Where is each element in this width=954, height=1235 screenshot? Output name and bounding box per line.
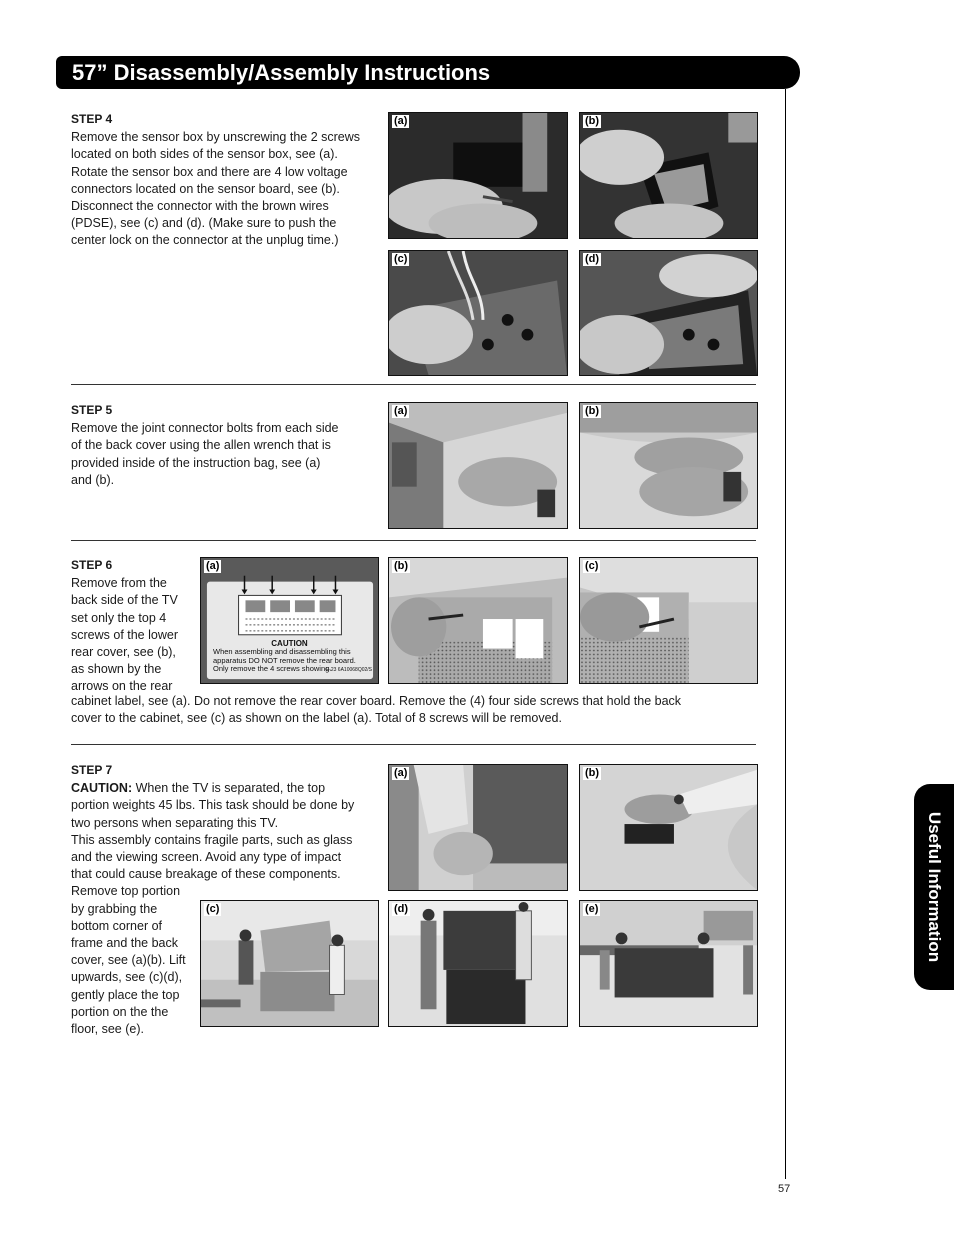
step6-photo-b bbox=[388, 557, 568, 684]
step7-line-text: When the TV is separated, the top bbox=[132, 781, 326, 796]
page-title: 57” Disassembly/Assembly Instructions bbox=[72, 60, 491, 85]
photo-label: (a) bbox=[394, 767, 408, 779]
step4-photo-b bbox=[579, 112, 758, 239]
step7-line: Remove top portion bbox=[71, 884, 181, 899]
step4-photo-d bbox=[579, 250, 758, 376]
caution-label-line: apparatus DO NOT remove the rear board. bbox=[213, 655, 356, 665]
step7-line: This assembly contains fragile parts, such as glass bbox=[71, 832, 353, 847]
step6-text-wide bbox=[71, 693, 771, 727]
step7-photo-d bbox=[388, 900, 568, 1027]
section-divider bbox=[71, 744, 756, 745]
photo-label: (c) bbox=[394, 253, 408, 265]
step7-photo-a bbox=[388, 764, 568, 891]
photo-label: (c) bbox=[206, 903, 220, 915]
step5-line: and (b). bbox=[71, 472, 115, 487]
step5-line: of the back cover using the allen wrench that is bbox=[71, 438, 331, 453]
photo-label: (d) bbox=[394, 903, 409, 915]
step7-photo-c bbox=[200, 900, 379, 1027]
photo-image bbox=[580, 403, 757, 528]
step4-line: (PDSE), see (c) and (d). (Make sure to push the bbox=[71, 216, 337, 231]
photo-image bbox=[389, 251, 567, 375]
step7-line bbox=[71, 780, 386, 797]
step6-wide-line: cabinet label, see (a). Do not remove the rear cover board. Remove the (4) four side screws that hold the back bbox=[71, 694, 682, 708]
step6-line: rear cover, see (b), bbox=[71, 645, 176, 660]
step7-line: cover, see (a)(b). Lift bbox=[71, 953, 186, 968]
step6-line: as shown by the bbox=[71, 662, 162, 677]
photo-label: (a) bbox=[394, 115, 408, 127]
step5-line: provided inside of the instruction bag, see (a) bbox=[71, 455, 321, 470]
step6-text bbox=[71, 557, 201, 696]
step7-line: and the viewing screen. Avoid any type of impact bbox=[71, 850, 342, 865]
step4-line: Disconnect the connector with the brown wires bbox=[71, 199, 329, 214]
step6-heading: STEP 6 bbox=[71, 558, 113, 572]
photo-image bbox=[580, 113, 757, 238]
photo-image bbox=[580, 765, 757, 890]
caution-label-line: Only remove the 4 screws showing. bbox=[213, 664, 332, 673]
step6-line: set only the top 4 bbox=[71, 610, 167, 625]
caution-label-code: E-23 6A10068Q02/S bbox=[325, 667, 372, 673]
step4-heading: STEP 4 bbox=[71, 112, 113, 126]
step4-photo-c bbox=[388, 250, 568, 376]
step6-line: Remove from the bbox=[71, 576, 167, 591]
step7-line: floor, see (e). bbox=[71, 1022, 144, 1037]
photo-image bbox=[580, 558, 757, 683]
step7-heading: STEP 7 bbox=[71, 763, 113, 777]
photo-label: (b) bbox=[585, 767, 600, 779]
photo-image bbox=[389, 558, 567, 683]
photo-image bbox=[580, 251, 757, 375]
step7-line: upwards, see (c)(d), bbox=[71, 970, 183, 985]
step7-line: two persons when separating this TV. bbox=[71, 815, 279, 830]
photo-image bbox=[201, 901, 378, 1026]
photo-image bbox=[389, 403, 567, 528]
section-divider bbox=[71, 540, 756, 541]
step4-line: located on both sides of the sensor box, see (a). bbox=[71, 147, 338, 162]
step6-wide-line: cover to the cabinet, see (c) as shown on the label (a). Total of 8 screws will be removed. bbox=[71, 711, 562, 726]
right-divider-line bbox=[785, 89, 786, 1179]
step4-line: connectors located on the sensor board, see (b). bbox=[71, 181, 340, 196]
step6-line: arrows on the rear bbox=[71, 679, 173, 694]
photo-image bbox=[389, 113, 567, 238]
photo-label: (e) bbox=[585, 903, 599, 915]
side-tab-label: Useful Information bbox=[925, 811, 944, 963]
side-tab bbox=[914, 784, 954, 990]
step4-line: Rotate the sensor box and there are 4 low voltage bbox=[71, 164, 348, 179]
step6-line: back side of the TV bbox=[71, 593, 178, 608]
step6-photo-a bbox=[200, 557, 379, 684]
section-divider bbox=[71, 384, 756, 385]
step7-photo-e bbox=[579, 900, 758, 1027]
step4-photo-a bbox=[388, 112, 568, 239]
photo-label: (b) bbox=[585, 405, 600, 417]
photo-label: (b) bbox=[394, 560, 409, 572]
step4-line: center lock on the connector at the unplug time.) bbox=[71, 233, 339, 248]
photo-label: (d) bbox=[585, 253, 600, 265]
step4-line: Remove the sensor box by unscrewing the 2 screws bbox=[71, 130, 361, 145]
photo-label: (a) bbox=[206, 560, 220, 572]
photo-label: (b) bbox=[585, 115, 600, 127]
step5-photo-a bbox=[388, 402, 568, 529]
photo-image bbox=[389, 901, 567, 1026]
page-number: 57 bbox=[778, 1183, 791, 1195]
step7-photo-b bbox=[579, 764, 758, 891]
caution-label-heading: CAUTION bbox=[271, 639, 308, 648]
title-banner bbox=[56, 56, 800, 89]
caution-label: CAUTION: bbox=[71, 781, 133, 796]
step7-line: frame and the back bbox=[71, 936, 179, 951]
step6-photo-c bbox=[579, 557, 758, 684]
photo-image bbox=[389, 765, 567, 890]
photo-label: (c) bbox=[585, 560, 599, 572]
step5-heading: STEP 5 bbox=[71, 403, 113, 417]
step7-line: by grabbing the bbox=[71, 901, 158, 916]
photo-image bbox=[580, 901, 757, 1026]
step7-line: gently place the top bbox=[71, 987, 180, 1002]
step7-line: that could cause breakage of these components. bbox=[71, 867, 341, 882]
caution-label-line: When assembling and disassembling this bbox=[213, 647, 351, 656]
step6-line: screws of the lower bbox=[71, 627, 178, 642]
step7-line: portion weights 45 lbs. This task should be done by bbox=[71, 798, 355, 813]
step4-text bbox=[71, 111, 386, 250]
step7-line: bottom corner of bbox=[71, 918, 163, 933]
step7-line: portion on the the bbox=[71, 1004, 169, 1019]
step5-photo-b bbox=[579, 402, 758, 529]
photo-label: (a) bbox=[394, 405, 408, 417]
step5-text bbox=[71, 402, 386, 489]
step5-line: Remove the joint connector bolts from each side bbox=[71, 421, 339, 436]
